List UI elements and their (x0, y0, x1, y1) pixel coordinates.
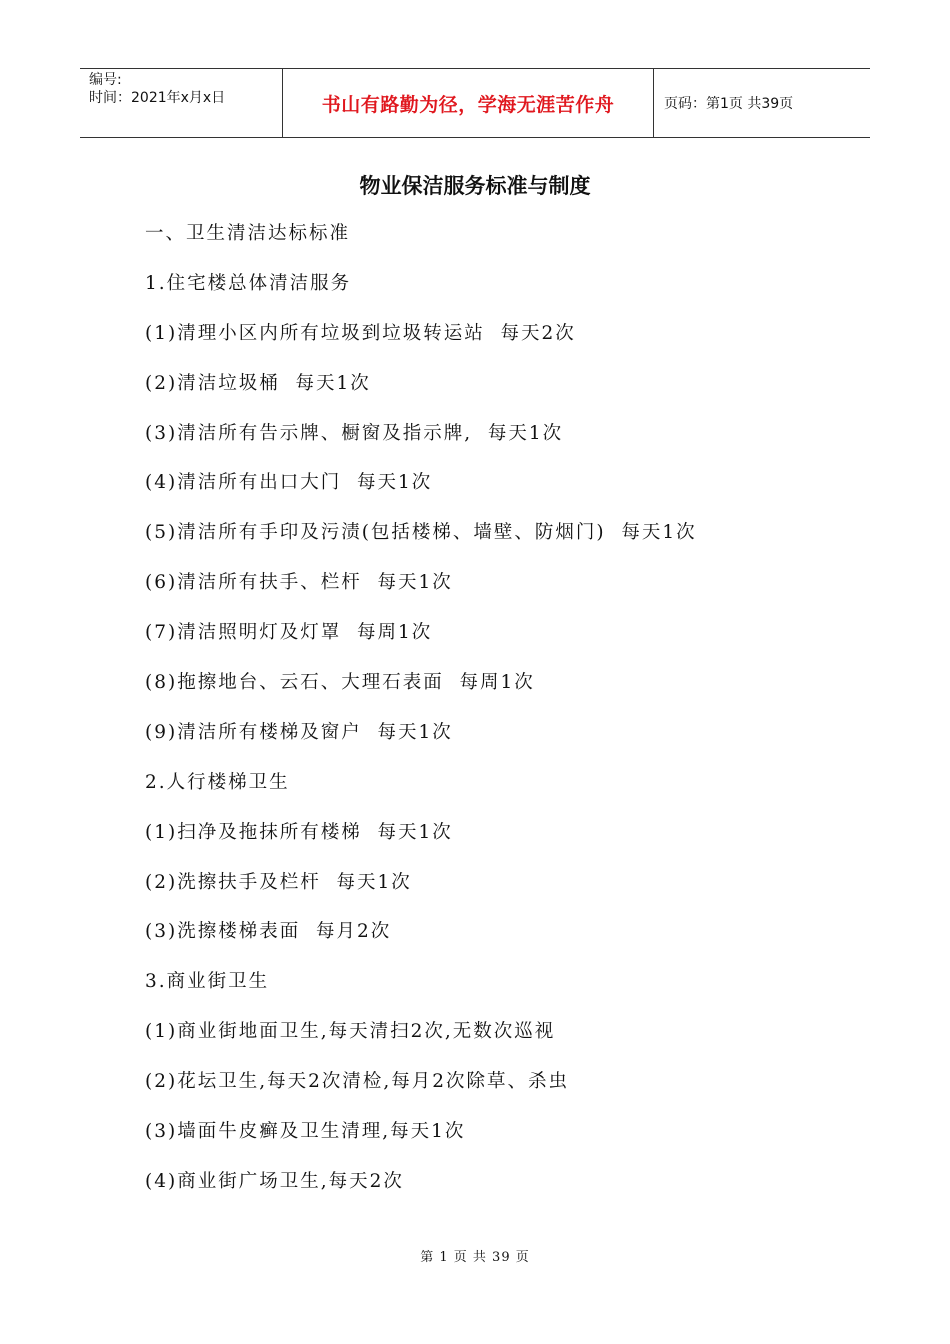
list-item: (8)拖擦地台、云石、大理石表面 每周1次 (145, 672, 535, 694)
page-header (80, 68, 870, 138)
header-page-info: 页码：第1页 共39页 (664, 96, 794, 112)
list-item: (5)清洁所有手印及污渍(包括楼梯、墙壁、防烟门) 每天1次 (145, 522, 697, 544)
document-body (145, 219, 905, 1217)
header-info-cell (80, 69, 282, 137)
list-item: (1)扫净及拖抹所有楼梯 每天1次 (145, 821, 453, 843)
subsection-heading: 2.人行楼梯卫生 (145, 771, 290, 793)
time-label: 时间：2021年x月x日 (89, 90, 226, 106)
list-item: (2)花坛卫生,每天2次清检,每月2次除草、杀虫 (145, 1071, 570, 1093)
subsection-heading: 1.住宅楼总体清洁服务 (145, 272, 352, 294)
code-label: 编号: (89, 72, 122, 88)
header-motto: 书山有路勤为径，学海无涯苦作舟 (282, 69, 654, 137)
document-title: 物业保洁服务标准与制度 (359, 173, 591, 198)
list-item: (2)清洁垃圾桶 每天1次 (145, 372, 371, 394)
list-item: (7)清洁照明灯及灯罩 每周1次 (145, 622, 433, 644)
list-item: (4)商业街广场卫生,每天2次 (145, 1170, 404, 1192)
list-item: (6)清洁所有扶手、栏杆 每天1次 (145, 572, 453, 594)
list-item: (2)洗擦扶手及栏杆 每天1次 (145, 871, 412, 893)
list-item: (3)洗擦楼梯表面 每月2次 (145, 921, 392, 943)
list-item: (4)清洁所有出口大门 每天1次 (145, 472, 433, 494)
list-item: (1)清理小区内所有垃圾到垃圾转运站 每天2次 (145, 322, 576, 344)
list-item: (9)清洁所有楼梯及窗户 每天1次 (145, 721, 453, 743)
list-item: (1)商业街地面卫生,每天清扫2次,无数次巡视 (145, 1021, 556, 1043)
section-heading: 一、卫生清洁达标标准 (145, 223, 351, 244)
list-item: (3)清洁所有告示牌、橱窗及指示牌, 每天1次 (145, 422, 564, 444)
page-footer: 第 1 页 共 39 页 (420, 1250, 530, 1265)
subsection-heading: 3.商业街卫生 (145, 971, 270, 993)
list-item: (3)墙面牛皮癣及卫生清理,每天1次 (145, 1121, 466, 1143)
